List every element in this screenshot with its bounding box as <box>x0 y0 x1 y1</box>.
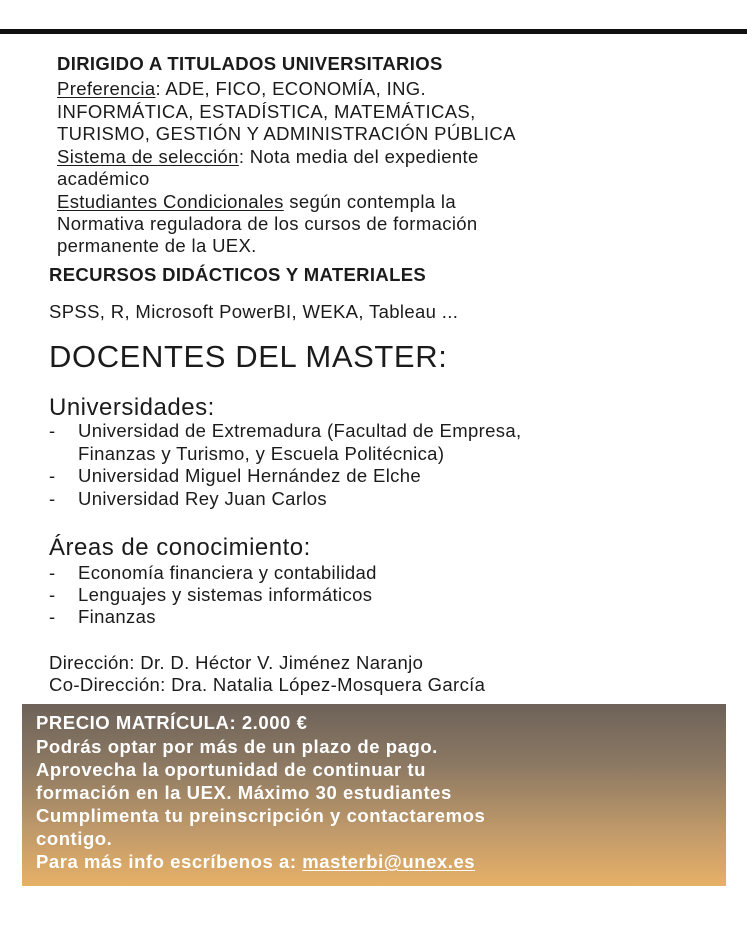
price-line: PRECIO MATRÍCULA: 2.000 € <box>36 712 308 733</box>
seleccion-line-2: académico <box>57 168 150 189</box>
opportunity-line: Aprovecha la oportunidad de continuar tu <box>36 759 426 780</box>
payment-line: Podrás optar por más de un plazo de pago. <box>36 736 438 757</box>
condicionales-line-2: Normativa reguladora de los cursos de formación <box>57 213 478 234</box>
recursos-heading: RECURSOS DIDÁCTICOS Y MATERIALES <box>49 264 427 285</box>
area-item: Finanzas <box>78 606 156 627</box>
seleccion-label: Sistema de selección <box>57 146 239 167</box>
preferencia-label: Preferencia <box>57 78 156 99</box>
bullet-dash: - <box>49 420 56 441</box>
bullet-dash: - <box>49 562 56 583</box>
preferencia-text: : ADE, FICO, ECONOMÍA, ING. <box>155 78 427 99</box>
universidades-heading: Universidades: <box>49 394 215 421</box>
intro-heading: DIRIGIDO A TITULADOS UNIVERSITARIOS <box>57 53 443 74</box>
seleccion-line <box>57 146 479 168</box>
recursos-tools: SPSS, R, Microsoft PowerBI, WEKA, Tableau ... <box>49 301 459 322</box>
areas-heading: Áreas de conocimiento: <box>49 534 311 561</box>
universidad-item-continuation: Finanzas y Turismo, y Escuela Politécnica) <box>78 443 445 464</box>
universidad-item: Universidad Rey Juan Carlos <box>78 488 328 509</box>
preferencia-line-2: INFORMÁTICA, ESTADÍSTICA, MATEMÁTICAS, <box>57 101 476 122</box>
preinscription-line: Cumplimenta tu preinscripción y contactaremos <box>36 805 486 826</box>
bullet-dash: - <box>49 488 56 509</box>
universidad-item: Universidad Miguel Hernández de Elche <box>78 465 422 486</box>
bullet-dash: - <box>49 465 56 486</box>
contact-prefix: Para más info escríbenos a: <box>36 851 303 872</box>
price-box <box>22 704 726 886</box>
preferencia-line <box>57 78 426 100</box>
preferencia-line-3: TURISMO, GESTIÓN Y ADMINISTRACIÓN PÚBLICA <box>57 123 516 144</box>
top-rule <box>0 29 747 34</box>
area-item: Economía financiera y contabilidad <box>78 562 377 583</box>
contact-line <box>36 851 475 873</box>
bullet-dash: - <box>49 584 56 605</box>
condicionales-label: Estudiantes Condicionales <box>57 191 284 212</box>
condicionales-line-3: permanente de la UEX. <box>57 235 257 256</box>
universidad-item: Universidad de Extremadura (Facultad de Empresa, <box>78 420 522 441</box>
docentes-heading: DOCENTES DEL MASTER: <box>49 339 448 374</box>
director-line: Dirección: Dr. D. Héctor V. Jiménez Naranjo <box>49 652 424 673</box>
codirector-line: Co-Dirección: Dra. Natalia López-Mosquera García <box>49 674 486 695</box>
condicionales-text: según contempla la <box>283 191 457 212</box>
email-link[interactable]: masterbi@unex.es <box>302 851 476 872</box>
seleccion-text: : Nota media del expediente <box>238 146 479 167</box>
condicionales-line <box>57 191 456 213</box>
capacity-line: formación en la UEX. Máximo 30 estudiantes <box>36 782 452 803</box>
bullet-dash: - <box>49 606 56 627</box>
area-item: Lenguajes y sistemas informáticos <box>78 584 373 605</box>
preinscription-line-2: contigo. <box>36 828 113 849</box>
